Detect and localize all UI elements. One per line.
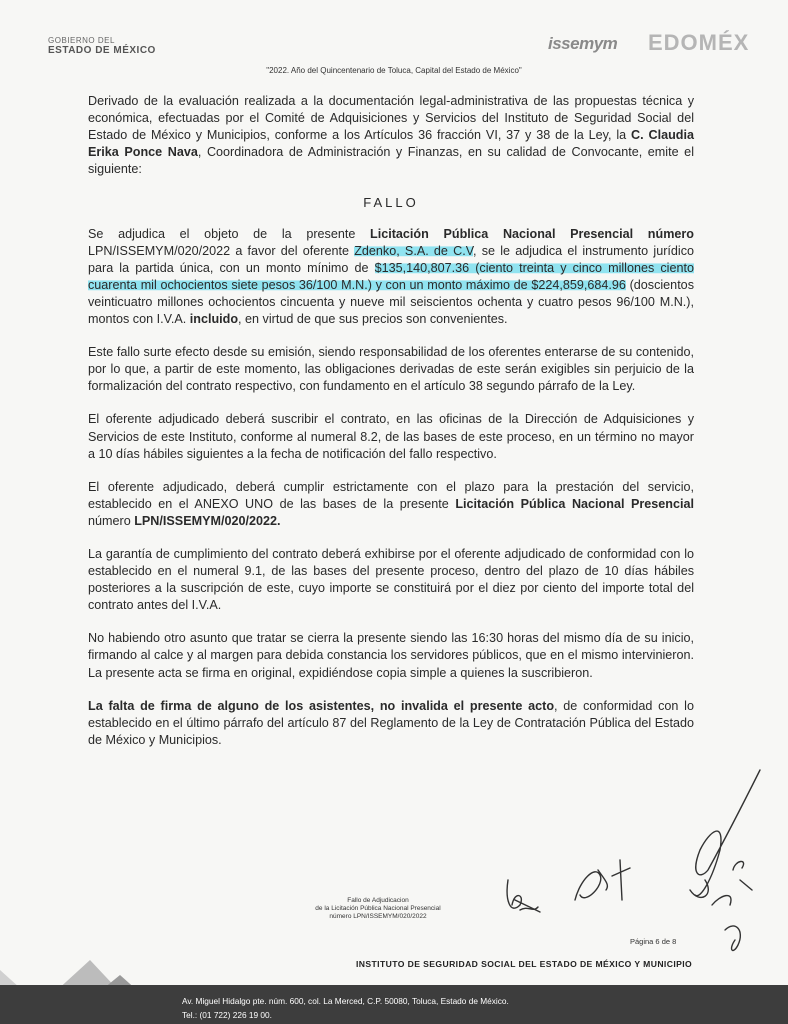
minimum-amount-words: (ciento treinta y cinco millones ciento cuarenta mil ochocientos siete pesos 36/100 M.N.) y con un monto máximo de xyxy=(88,260,694,292)
gobierno-line1: GOBIERNO DEL xyxy=(48,36,115,45)
page-number: Página 6 de 8 xyxy=(630,937,677,946)
maximum-amount-words: (doscientos veinticuatro millones ochocientos cincuenta y nueve mil seiscientos ochenta y cuatro pesos 96/100 M.N.), montos con I.V.A. xyxy=(88,277,694,327)
gobierno-line2: ESTADO DE MÉXICO xyxy=(48,45,156,56)
effect-paragraph: Este fallo surte efecto desde su emisión, siendo responsabilidad de los oferentes enterarse de su contenido, por lo que, a partir de este momento, las obligaciones derivadas de este serán exigibles sin perjuicio de la formalización del contrato respectivo, con fundamento en el artículo 38 segundo párrafo de la Ley. xyxy=(88,345,694,394)
final-text: , de conformidad con lo establecido en el último párrafo del artículo 87 del Reglamento de la Ley de Contratación Pública del Estado de México y Municipios. xyxy=(88,698,694,747)
vat-included: incluido xyxy=(189,312,239,327)
fallo-footer-note xyxy=(290,897,466,921)
intro-text-2: , Coordinadora de Administración y Finanzas, en su calidad de Convocante, emite el siguiente: xyxy=(88,145,694,177)
term-bid-number: LPN/ISSEMYM/020/2022. xyxy=(134,513,281,528)
signature-3 xyxy=(690,861,752,905)
award-text-2: LPN/ISSEMYM/020/2022 a favor del oferente xyxy=(88,243,355,258)
fallo-title: FALLO xyxy=(363,195,419,211)
award-bid-name: Licitación Pública Nacional Presencial número xyxy=(370,226,694,241)
term-text-1: El oferente adjudicado, deberá cumplir estrictamente con el plazo para la prestación del servicio, establecido en el ANEXO UNO de las bases de la presente xyxy=(88,479,694,511)
signature-margin-stroke xyxy=(695,770,760,896)
term-text-2: número xyxy=(88,513,135,528)
awarded-company: Zdenko, S.A. de C.V xyxy=(354,243,473,258)
issemym-logo: issemym xyxy=(548,34,618,53)
term-bid-name: Licitación Pública Nacional Presencial xyxy=(455,496,694,511)
final-bold-text: La falta de firma de alguno de los asistentes, no invalida el presente acto xyxy=(88,698,555,713)
institute-address: Av. Miguel Hidalgo pte. núm. 600, col. La Merced, C.P. 50080, Toluca, Estado de México. xyxy=(182,996,509,1006)
award-text-1: Se adjudica el objeto de la presente xyxy=(88,226,371,241)
year-motto: "2022. Año del Quincentenario de Toluca, Capital del Estado de México" xyxy=(266,66,522,75)
maximum-amount: $224,859,684.96 xyxy=(531,277,626,292)
award-text-4: , en virtud de que sus precios son convenientes. xyxy=(238,312,508,327)
signature-2 xyxy=(575,860,630,900)
minimum-amount: $135,140,807.36 xyxy=(374,260,470,275)
edomex-logo: EDOMÉX xyxy=(648,30,750,55)
closing-paragraph: No habiendo otro asunto que tratar se cierra la presente siendo las 16:30 horas del mismo día de su inicio, firmando al calce y al margen para debida constancia los servidores públicos, que en el mismo intervinieron. La presente acta se firma en original, expidiéndose copia simple a quienes la suscribieron. xyxy=(88,631,694,680)
institute-name: INSTITUTO DE SEGURIDAD SOCIAL DEL ESTADO DE MÉXICO Y MUNICIPIO xyxy=(356,959,693,969)
award-text-3: , se le adjudica el instrumento jurídico para la partida única, con un monto mínimo de xyxy=(88,243,694,275)
convener-name: C. Claudia Erika Ponce Nava xyxy=(88,128,694,160)
contract-signing-paragraph: El oferente adjudicado deberá suscribir el contrato, en las oficinas de la Dirección de Adquisiciones y Servicios de este Instituto, conforme al numeral 8.2, de las bases de este proceso, en un término no mayor a 10 días hábiles siguientes a la fecha de notificación del fallo respectivo. xyxy=(88,412,694,461)
guarantee-paragraph: La garantía de cumplimiento del contrato deberá exhibirse por el oferente adjudicado de conformidad con lo establecido en el numeral 9.1, de las bases del presente proceso, dentro del plazo de 10 días hábiles posteriores a la suscripción de este, cuyo importe se constituirá por el diez por ciento del importe total del contrato antes del I.V.A. xyxy=(88,546,694,613)
fallo-note-line2: de la Licitación Pública Nacional Presencial xyxy=(315,905,441,912)
intro-text-1: Derivado de la evaluación realizada a la documentación legal-administrativa de las propuestas técnica y económica, efectuadas por el Comité de Adquisiciones y Servicios del Instituto de Seguridad Social del Estado de México y Municipios, conforme a los Artículos 36 fracción VI, 37 y 38 de la Ley, la xyxy=(88,94,694,143)
fallo-note-line3: número LPN/ISSEMYM/020/2022 xyxy=(329,913,427,920)
signature-1 xyxy=(507,880,540,912)
institute-phone: Tel.: (01 722) 226 19 00. xyxy=(182,1010,272,1020)
fallo-note-line1: Fallo de Adjudicacion xyxy=(347,897,409,904)
